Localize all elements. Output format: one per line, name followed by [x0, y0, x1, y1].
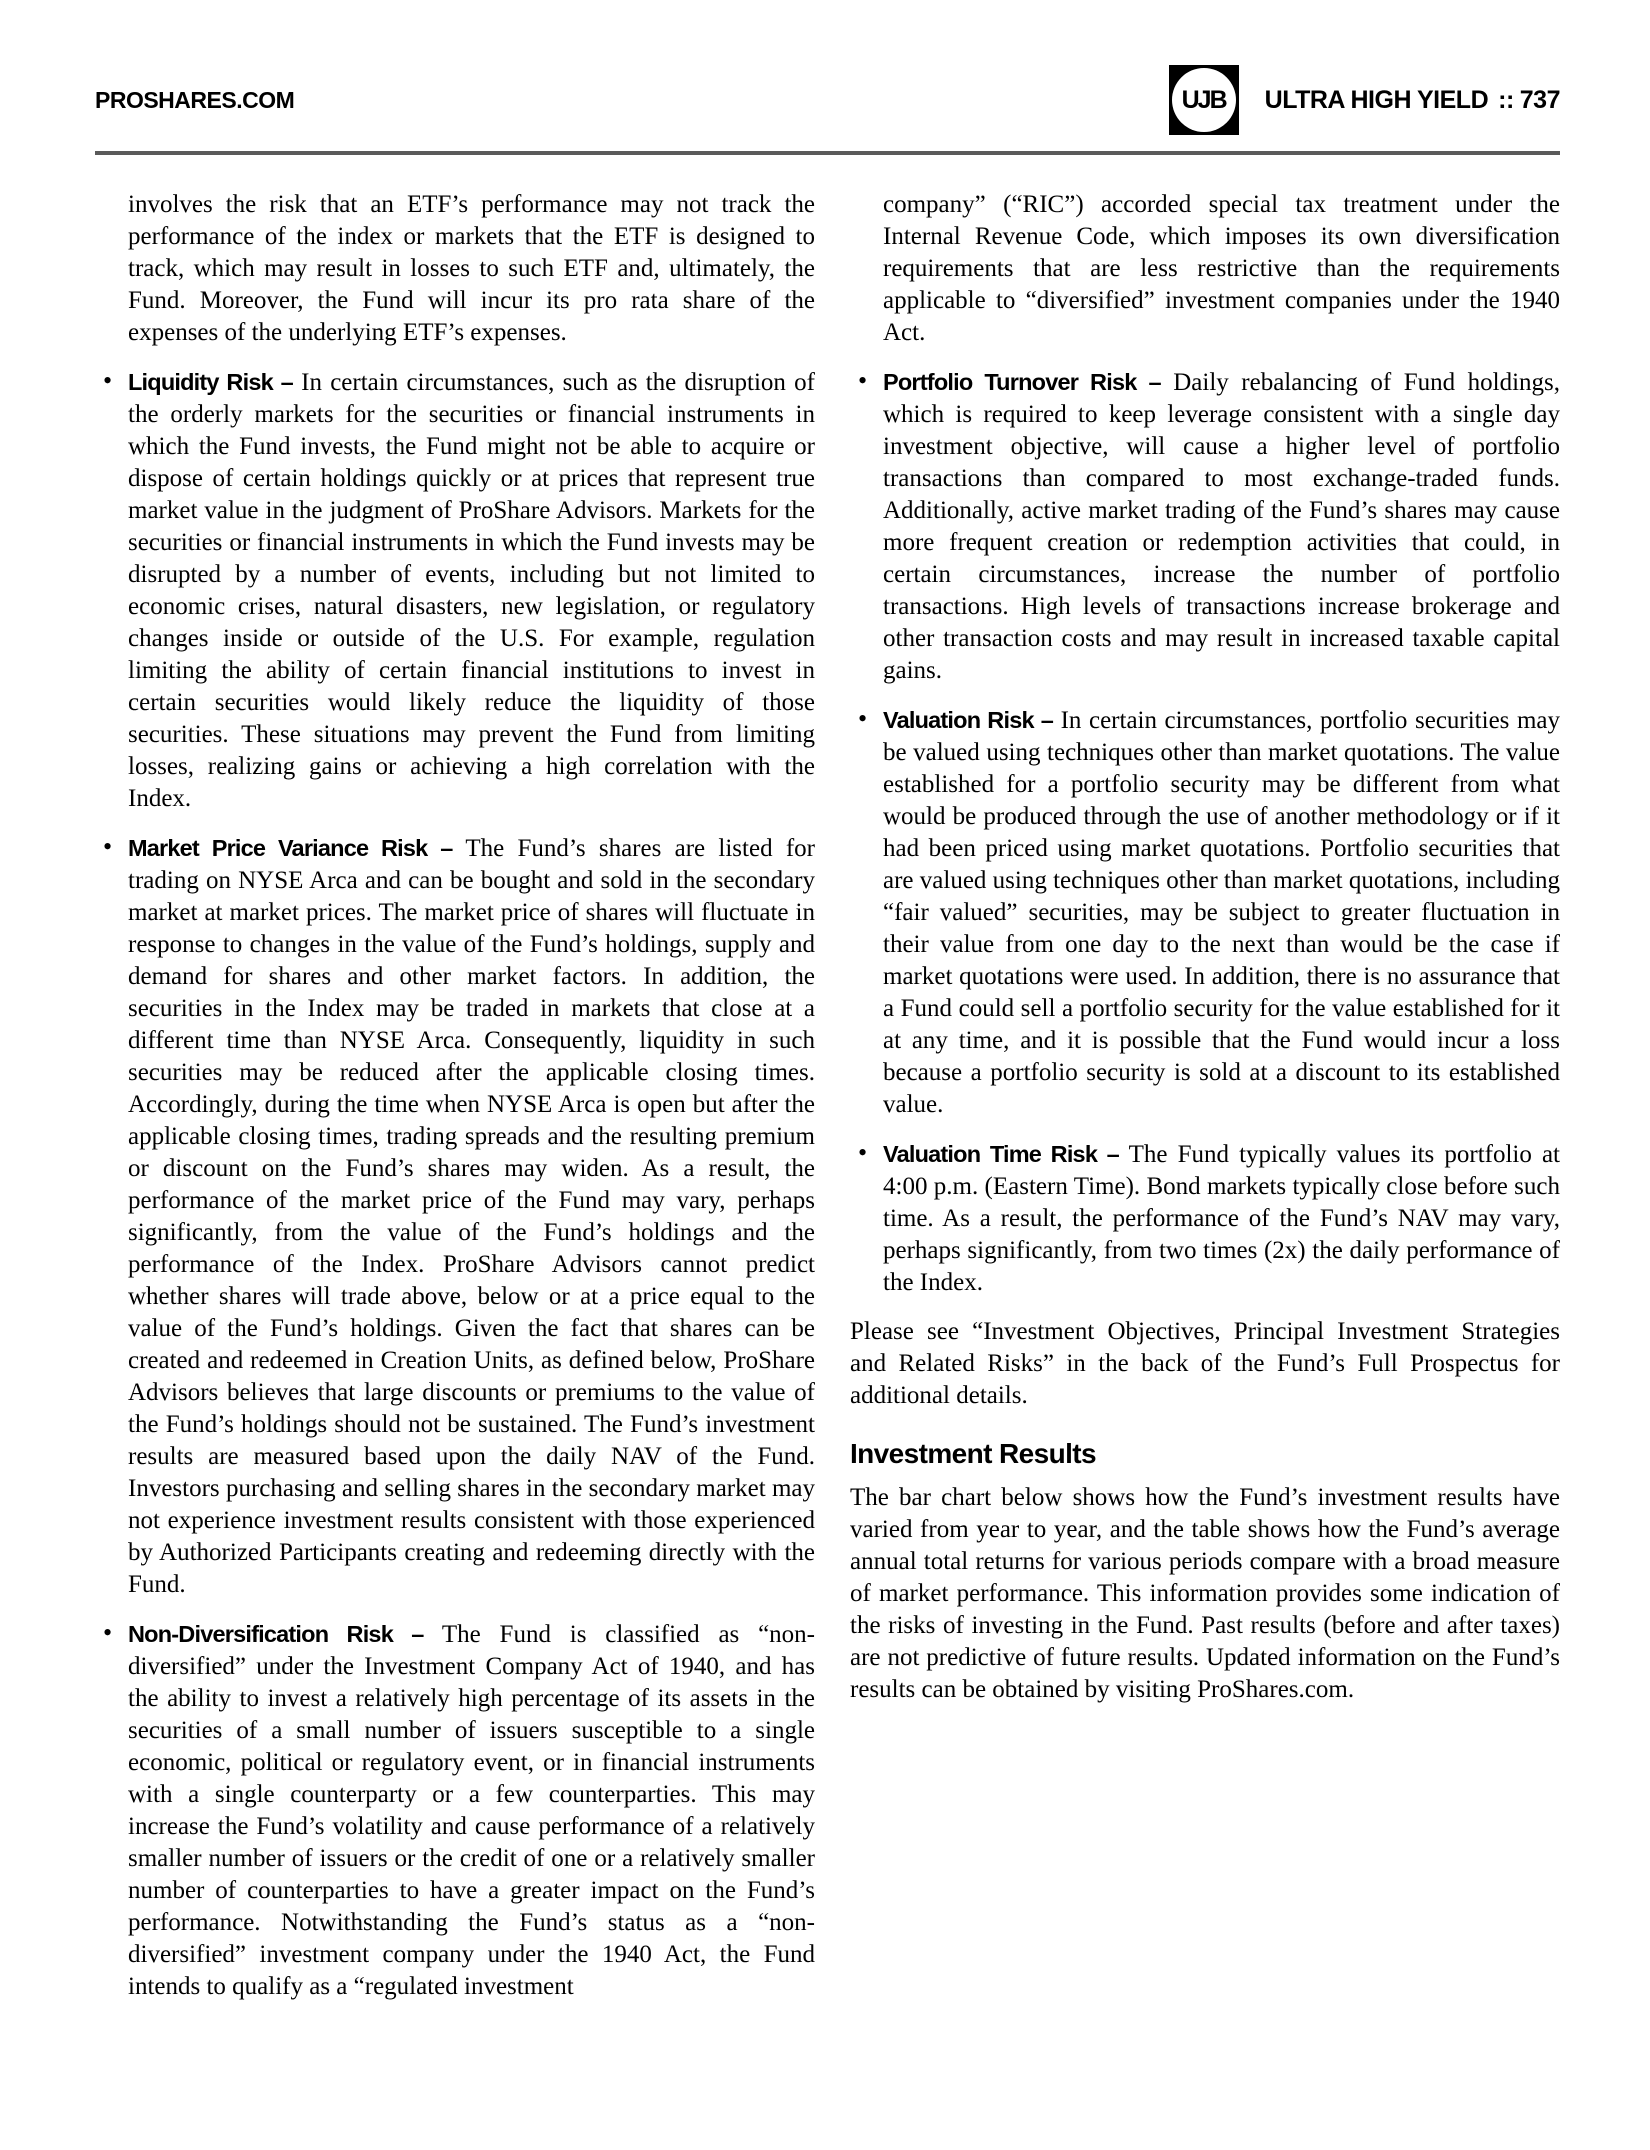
header-right: [1169, 65, 1560, 135]
risk-item-valuation: [850, 704, 1560, 1121]
header-rule: [95, 151, 1560, 155]
risk-title: Valuation Risk –: [883, 707, 1054, 733]
risk-title: Portfolio Turnover Risk –: [883, 369, 1161, 395]
risk-item-market-price-variance: [95, 832, 815, 1601]
investment-results-paragraph: The bar chart below shows how the Fund’s investment results have varied from year to year, and the table shows how the Fund’s average annual total returns for various periods compare with a broad measure of market performance. This information provides some indication of the risks of investing in the Fund. Past results (before and after taxes) are not predictive of future results. Updated information on the Fund’s results can be obtained by visiting ProShares.com.: [850, 1484, 1560, 1703]
closing-paragraph: Please see “Investment Objectives, Principal Investment Strategies and Related Risks” in the back of the Fund’s Full Prospectus for additional details.: [850, 1318, 1560, 1409]
continuation-paragraph: involves the risk that an ETF’s performance may not track the performance of the index or markets that the ETF is designed to track, which may result in losses to such ETF and, ultimately, the Fund. Moreover, the Fund will incur its pro rata share of the expenses of the underlying ETF’s expenses.: [128, 191, 815, 346]
risk-list-left: [95, 366, 815, 2003]
risk-item-non-diversification: [95, 1618, 815, 2003]
risk-title: Valuation Time Risk –: [883, 1141, 1119, 1167]
page-number: 737: [1519, 85, 1560, 114]
body-columns: [95, 189, 1560, 2020]
risk-text: In certain circumstances, such as the disruption of the orderly markets for the securities or financial instruments in which the Fund invests, the Fund might not be able to acquire or dispose of certain holdings quickly or at prices that represent true market value in the judgment of ProShare Advisors. Markets for the securities or financial instruments in which the Fund invests may be disrupted by a number of events, including but not limited to economic crises, natural disasters, new legislation, or regulatory changes inside or outside of the U.S. For example, regulation limiting the ability of certain financial institutions to invest in certain securities would likely reduce the liquidity of those securities. These situations may prevent the Fund from limiting losses, realizing gains or achieving a high correlation with the Index.: [128, 369, 815, 812]
right-column: [850, 189, 1560, 2020]
risk-text: Daily rebalancing of Fund holdings, which is required to keep leverage consistent with a single day investment objective, will cause a higher level of portfolio transactions than compared to most exchange-traded funds. Additionally, active market trading of the Fund’s shares may cause more frequent creation or redemption activities that could, in certain circumstances, increase the number of portfolio transactions. High levels of transactions increase brokerage and other transaction costs and may result in increased taxable capital gains.: [883, 369, 1560, 684]
risk-text: In certain circumstances, portfolio securities may be valued using techniques other than market quotations. The value established for a portfolio security may be different from what would be produced through the use of another methodology or if it had been priced using market quotations. Portfolio securities that are valued using techniques other than market quotations, including “fair valued” securities, may be subject to greater fluctuation in their value from one day to the next than would be the case if market quotations were used. In addition, there is no assurance that a Fund could sell a portfolio security for the value established for it at any time, and it is possible that the Fund would incur a loss because a portfolio security is sold at a discount to its established value.: [883, 707, 1560, 1118]
risk-title: Market Price Variance Risk –: [128, 835, 453, 861]
title-separator: ::: [1498, 85, 1514, 114]
risk-text: The Fund’s shares are listed for trading on NYSE Arca and can be bought and sold in the secondary market at market prices. The market price of shares will fluctuate in response to changes in the value of the Fund’s holdings, supply and demand for shares and other market factors. In addition, the securities in the Index may be traded in markets that close at a different time than NYSE Arca. Consequently, liquidity in such securities may be reduced after the applicable closing times. Accordingly, during the time when NYSE Arca is open but after the applicable closing times, trading spreads and the resulting premium or discount on the Fund’s shares may widen. As a result, the performance of the market price of the Fund may vary, perhaps significantly, from the value of the Fund’s holdings and the performance of the Index. ProShare Advisors cannot predict whether shares will trade above, below or at a price equal to the value of the Fund’s holdings. Given the fact that shares can be created and redeemed in Creation Units, as defined below, ProShare Advisors believes that large discounts or premiums to the value of the Fund’s holdings should not be sustained. The Fund’s investment results are measured based upon the daily NAV of the Fund. Investors purchasing and selling shares in the secondary market may not experience investment results consistent with those experienced by Authorized Participants creating and redeeming directly with the Fund.: [128, 835, 815, 1598]
logo-ticker-text: UJB: [1181, 85, 1226, 114]
fund-ticker-logo: [1169, 65, 1239, 135]
risk-title: Non-Diversification Risk –: [128, 1621, 424, 1647]
fund-name: ULTRA HIGH YIELD: [1264, 85, 1489, 114]
risk-text: The Fund is classified as “non-diversified” under the Investment Company Act of 1940, and has the ability to invest a relatively high percentage of its assets in the securities of a small number of issuers susceptible to a single economic, political or regulatory event, or in financial instruments with a single counterparty or a few counterparties. This may increase the Fund’s volatility and cause performance of a relatively smaller number of issuers or the credit of one or a relatively smaller number of counterparties to have a greater impact on the Fund’s performance. Notwithstanding the Fund’s status as a “non-diversified” investment company under the 1940 Act, the Fund intends to qualify as a “regulated investment: [128, 1621, 815, 2000]
continuation-paragraph: company” (“RIC”) accorded special tax treatment under the Internal Revenue Code, which imposes its own diversification requirements that are less restrictive than the requirements applicable to “diversified” investment companies under the 1940 Act.: [883, 191, 1560, 346]
site-name: PROSHARES.COM: [95, 86, 295, 113]
risk-item-valuation-time: [850, 1138, 1560, 1299]
page-header: [95, 64, 1560, 136]
risk-item-portfolio-turnover: [850, 366, 1560, 687]
risk-list-right: [850, 366, 1560, 1299]
fund-title: [1265, 86, 1560, 115]
section-heading-investment-results: Investment Results: [850, 1438, 1096, 1469]
logo-circle: [1172, 68, 1236, 132]
left-column: [95, 189, 815, 2020]
risk-title: Liquidity Risk –: [128, 369, 293, 395]
risk-item-liquidity: [95, 366, 815, 815]
risk-text: The Fund typically values its portfolio at 4:00 p.m. (Eastern Time). Bond markets typically close before such time. As a result, the performance of the Fund’s NAV may vary, perhaps significantly, from two times (2x) the daily performance of the Index.: [883, 1141, 1560, 1296]
